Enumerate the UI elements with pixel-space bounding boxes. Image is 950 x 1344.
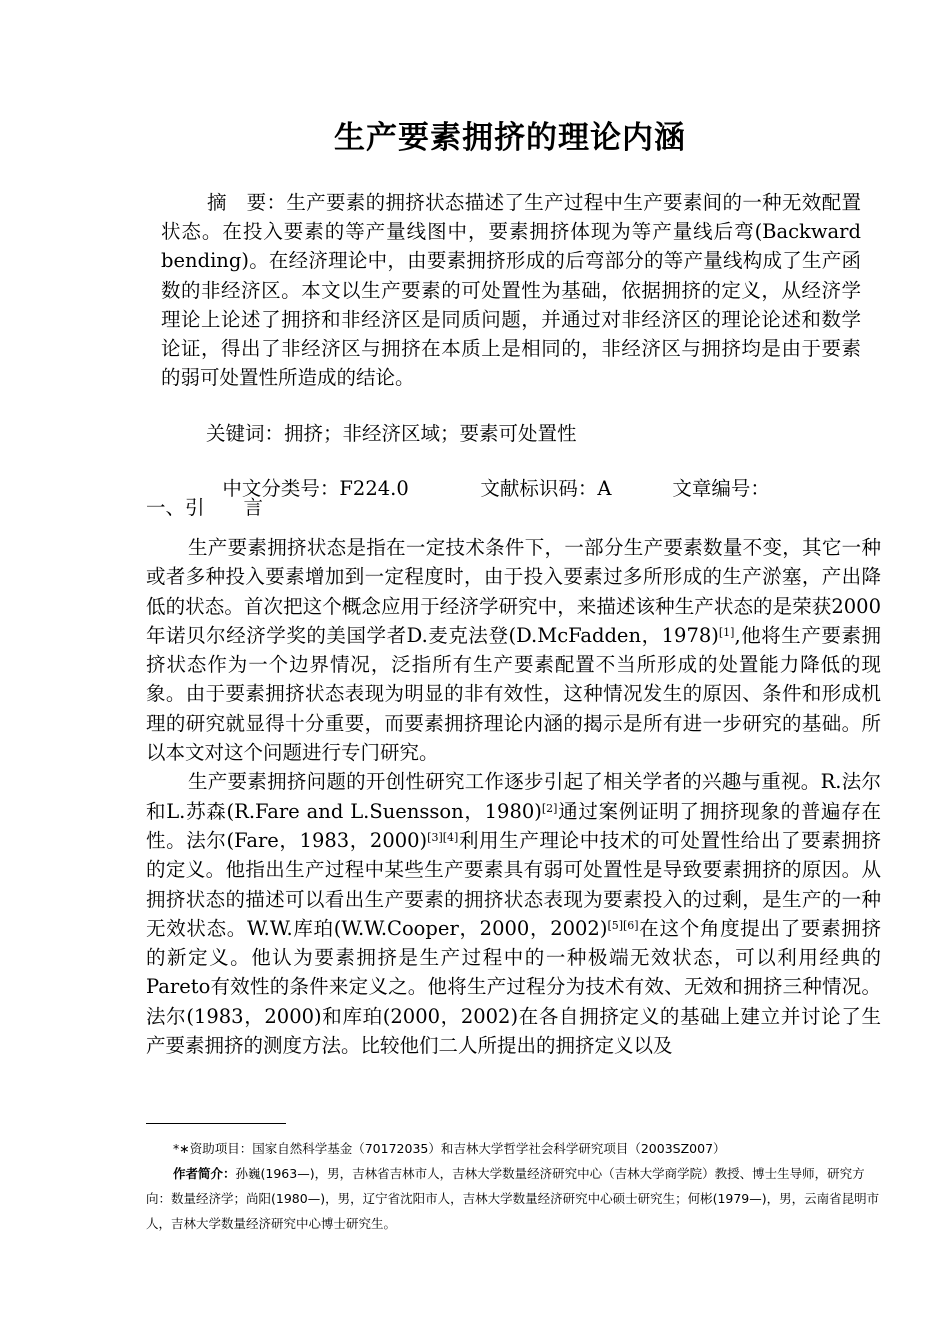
paragraph-text: 生产要素拥挤状态是指在一定技术条件下，一部分生产要素数量不变，其它一种或者多种投入要素增加到一定程度时，由于投入要素过多所形成的生产淤塞，产出降低的状态。首次把这个概念应用于经济学研究中，来描述该种生产状态的是荣获2000年诺贝尔经济学奖的美国学者D.麦克法登(D.McFadden，1978): [146, 536, 881, 647]
paper-title: 生产要素拥挤的理论内涵: [334, 120, 686, 156]
abstract-label: 摘 要：: [207, 191, 287, 214]
author-text: 孙巍(1963—)，男，吉林省吉林市人，吉林大学数量经济研究中心（吉林大学商学院）教授、博士生导师，研究方向：数量经济学；尚阳(1980—)，男，辽宁省沈阳市人，吉林大学数量经济研究中心硕士研究生；何彬(1979—)，男，云南省昆明市人，吉林大学数量经济研究中心博士研究生。: [146, 1166, 880, 1231]
document-code: 文献标识码：A: [480, 477, 612, 500]
paragraph-text: 在这个角度提出了要素拥挤的新定义。他认为要素拥挤是生产过程中的一种极端无效状态，可以利用经典的Pareto有效性的条件来定义之。他将生产过程分为技术有效、无效和拥挤三种情况。法尔(1983，2000)和库珀(2000，2002)在各自拥挤定义的基础上建立并讨论了生产要素拥挤的测度方法。比较他们二人所提出的拥挤定义以及: [146, 916, 881, 1058]
paragraph-text: 利用生产理论中技术的可处置性给出了要素拥挤的定义。他指出生产过程中某些生产要素具有弱可处置性是导致要素拥挤的原因。从拥挤状态的描述可以看出生产要素的拥挤状态表现为要素投入的过剩，是生产的一种无效状态。W.W.库珀(W.W.Cooper，2000，2002): [146, 828, 881, 940]
abstract: [161, 188, 861, 392]
footnote-funding: *∗资助项目：国家自然科学基金（70172035）和吉林大学哲学社会科学研究项目（2003SZ007）: [173, 1141, 726, 1156]
keywords: 关键词：拥挤；非经济区域；要素可处置性: [206, 422, 577, 445]
body-text: [146, 533, 881, 1060]
classification-line: [210, 450, 770, 501]
paragraph: [146, 767, 881, 1060]
paragraph-text: ,他将生产要素拥挤状态作为一个边界情况，泛指所有生产要素配置不当所形成的处置能力降低的现象。由于要素拥挤状态表现为明显的非有效性，这种情况发生的原因、条件和形成机理的研究就显得十分重要，而要素拥挤理论内涵的揭示是所有进一步研究的基础。所以本文对这个问题进行专门研究。: [146, 623, 882, 765]
citation: [5][6]: [607, 918, 639, 932]
paragraph-text: 生产要素拥挤问题的开创性研究工作逐步引起了相关学者的兴趣与重视。R.法尔和L.苏森(R.Fare and L.Suensson，1980): [146, 770, 881, 823]
article-number: 文章编号：: [672, 477, 770, 500]
citation: [3][4]: [427, 830, 459, 844]
footnote-author: [146, 1161, 886, 1236]
section-heading: 一、引 言: [146, 496, 264, 519]
citation: [2]: [541, 801, 558, 815]
citation: [1]: [718, 625, 735, 639]
footnote-divider: [146, 1123, 286, 1124]
author-label: 作者简介：: [173, 1166, 236, 1181]
abstract-text: 生产要素的拥挤状态描述了生产过程中生产要素间的一种无效配置状态。在投入要素的等产量线图中，要素拥挤体现为等产量线后弯(Backward bending)。在经济理论中，由要素拥挤形成的后弯部分的等产量线构成了生产函数的非经济区。本文以生产要素的可处置性为基础，依据拥挤的定义，从经济学理论上论述了拥挤和非经济区是同质问题，并通过对非经济区的理论论述和数学论证，得出了非经济区与拥挤在本质上是相同的，非经济区与拥挤均是由于要素的弱可处置性所造成的结论。: [161, 191, 861, 390]
paragraph: [146, 533, 881, 767]
clc-number: 中文分类号：F224.0: [222, 477, 409, 500]
paragraph-text: 通过案例证明了拥挤现象的普遍存在性。法尔(Fare，1983，2000): [146, 799, 881, 852]
